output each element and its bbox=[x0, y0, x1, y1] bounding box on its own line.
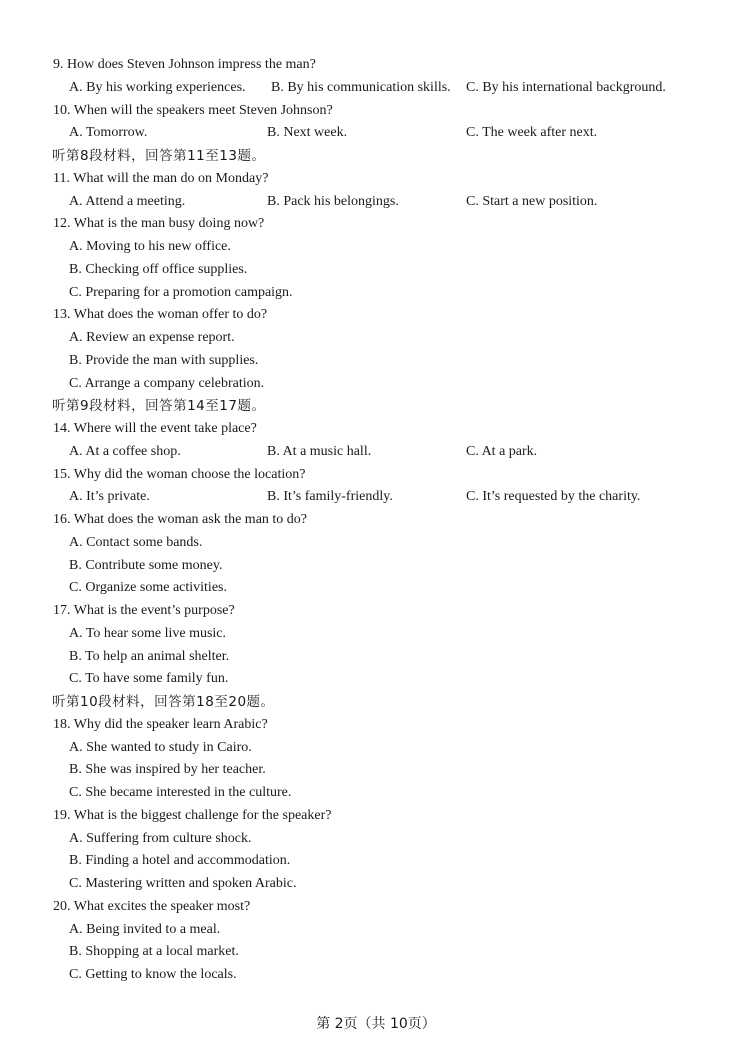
answer-option: C. Start a new position. bbox=[466, 194, 598, 209]
answer-option: A. Attend a meeting. bbox=[69, 194, 186, 209]
answer-option: B. To help an animal shelter. bbox=[69, 649, 230, 664]
answer-option: B. By his communication skills. bbox=[271, 80, 451, 95]
answer-option: A. Being invited to a meal. bbox=[69, 922, 221, 937]
answer-option: A. By his working experiences. bbox=[69, 80, 246, 95]
question-text: 17. What is the event’s purpose? bbox=[53, 603, 235, 618]
answer-option: B. She was inspired by her teacher. bbox=[69, 762, 266, 777]
answer-option: B. It’s family-friendly. bbox=[267, 489, 393, 504]
answer-option: B. At a music hall. bbox=[267, 444, 372, 459]
answer-option: C. By his international background. bbox=[466, 80, 666, 95]
question-text: 15. Why did the woman choose the location? bbox=[53, 467, 306, 482]
answer-option: B. Checking off office supplies. bbox=[69, 262, 248, 277]
question-text: 13. What does the woman offer to do? bbox=[53, 307, 268, 322]
answer-option: C. She became interested in the culture. bbox=[69, 785, 292, 800]
answer-option: B. Finding a hotel and accommodation. bbox=[69, 853, 291, 868]
answer-option: B. Next week. bbox=[267, 125, 348, 140]
answer-option: B. Contribute some money. bbox=[69, 558, 223, 573]
answer-option: C. Getting to know the locals. bbox=[69, 967, 237, 982]
question-text: 19. What is the biggest challenge for the speaker? bbox=[53, 808, 332, 823]
question-text: 12. What is the man busy doing now? bbox=[53, 216, 265, 231]
page-footer: 第 2页（共 10页） bbox=[316, 1016, 436, 1032]
answer-option: C. Mastering written and spoken Arabic. bbox=[69, 876, 297, 891]
question-text: 14. Where will the event take place? bbox=[53, 421, 257, 436]
answer-option: A. To hear some live music. bbox=[69, 626, 227, 641]
answer-option: A. Tomorrow. bbox=[69, 125, 148, 140]
answer-option: C. It’s requested by the charity. bbox=[466, 489, 641, 504]
answer-option: C. Arrange a company celebration. bbox=[69, 376, 265, 391]
section-instruction: 听第10段材料，回答第18至20题。 bbox=[52, 694, 275, 710]
question-text: 16. What does the woman ask the man to do? bbox=[53, 512, 308, 527]
answer-option: B. Pack his belongings. bbox=[267, 194, 399, 209]
question-text: 20. What excites the speaker most? bbox=[53, 899, 251, 914]
answer-option: A. Moving to his new office. bbox=[69, 239, 231, 254]
question-text: 10. When will the speakers meet Steven Johnson? bbox=[53, 103, 333, 118]
answer-option: A. At a coffee shop. bbox=[69, 444, 181, 459]
answer-option: A. Suffering from culture shock. bbox=[69, 831, 252, 846]
section-instruction: 听第9段材料，回答第14至17题。 bbox=[52, 398, 266, 414]
answer-option: A. She wanted to study in Cairo. bbox=[69, 740, 252, 755]
answer-option: C. Preparing for a promotion campaign. bbox=[69, 285, 293, 300]
answer-option: C. Organize some activities. bbox=[69, 580, 227, 595]
answer-option: C. To have some family fun. bbox=[69, 671, 229, 686]
answer-option: A. It’s private. bbox=[69, 489, 150, 504]
answer-option: B. Provide the man with supplies. bbox=[69, 353, 259, 368]
section-instruction: 听第8段材料，回答第11至13题。 bbox=[52, 148, 266, 164]
answer-option: C. The week after next. bbox=[466, 125, 598, 140]
answer-option: A. Review an expense report. bbox=[69, 330, 235, 345]
answer-option: C. At a park. bbox=[466, 444, 538, 459]
question-text: 11. What will the man do on Monday? bbox=[53, 171, 269, 186]
answer-option: B. Shopping at a local market. bbox=[69, 944, 239, 959]
question-text: 9. How does Steven Johnson impress the man? bbox=[53, 57, 316, 72]
question-text: 18. Why did the speaker learn Arabic? bbox=[53, 717, 268, 732]
answer-option: A. Contact some bands. bbox=[69, 535, 203, 550]
